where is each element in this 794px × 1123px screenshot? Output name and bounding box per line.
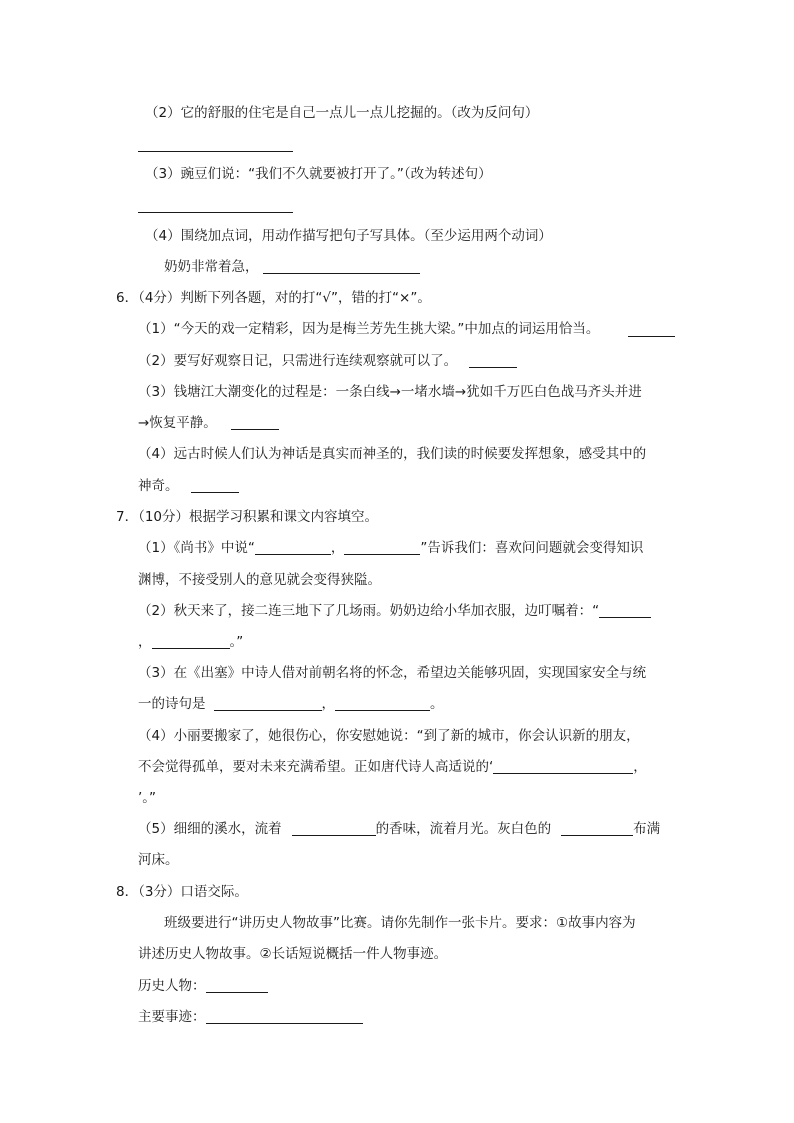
q7-item-1-pre: （1）《尚书》中说“ (138, 540, 255, 556)
q7-item-1-blank-2[interactable] (344, 540, 420, 555)
q7-item-1-line-2: 渊博，不接受别人的意见就会变得狭隘。 (138, 572, 381, 588)
q7-item-5-line-2: 河床。 (138, 852, 179, 868)
q6-item-4-blank[interactable] (191, 478, 239, 493)
q6-item-4-text: 神奇。 (138, 478, 179, 494)
q5-item-3-answer-line[interactable] (138, 212, 293, 213)
q7-item-3-blank-1[interactable] (214, 696, 322, 711)
q5-item-4-prompt: 奶奶非常着急， (164, 259, 259, 275)
q7-item-4-line-1: （4）小丽要搬家了，她很伤心，你安慰她说：“到了新的城市，你会认识新的朋友， (138, 728, 640, 744)
q7-item-4-blank[interactable] (493, 759, 633, 774)
q8-field-main-deeds (138, 1008, 363, 1026)
q7-item-2-blank-1[interactable] (599, 603, 651, 618)
q8-prompt-line-1: 班级要进行“讲历史人物故事”比赛。请你先制作一张卡片。要求：①故事内容为 (164, 915, 636, 931)
q7-item-2-text: （2）秋天来了，接二连三地下了几场雨。奶奶边给小华加衣服，边叮嘱着：“ (138, 603, 600, 619)
q8-prompt-line-2: 讲述历史人物故事。②长话短说概括一件人物事迹。 (138, 946, 448, 962)
q6-item-1: （1）“今天的戏一定精彩，因为是梅兰芳先生挑大梁。”中加点的词运用恰当。 (138, 321, 600, 337)
q5-item-2: （2）它的舒服的住宅是自己一点儿一点儿挖掘的。（改为反问句） (145, 105, 539, 121)
q7-item-1-post: ”告诉我们：喜欢问问题就会变得知识 (420, 540, 644, 556)
q8-field-historical-figure (138, 977, 268, 995)
q8-field-1-blank[interactable] (206, 978, 268, 993)
q6-item-2 (138, 352, 517, 370)
q8-field-1-label: 历史人物： (138, 978, 206, 994)
q6-item-3-line-2 (138, 414, 279, 432)
q7-item-3-end: 。 (430, 696, 444, 712)
q7-item-4-pre: 不会觉得孤单，要对未来充满希望。正如唐代诗人高适说的‘ (138, 759, 494, 775)
q7-item-4-line-2 (138, 758, 647, 776)
q8-header: 8．（3分）口语交际。 (116, 884, 248, 900)
q7-item-5-mid: 的香味，流着月光。灰白色的 (375, 821, 552, 837)
q7-item-1-line-1 (138, 539, 643, 557)
q6-item-3-text: →恢复平静。 (138, 415, 217, 431)
q7-item-5-blank-2[interactable] (561, 821, 633, 836)
q6-item-2-blank[interactable] (469, 353, 517, 368)
q7-item-4-comma: ， (633, 759, 647, 775)
q7-item-1-blank-1[interactable] (255, 540, 331, 555)
q8-field-2-label: 主要事迹： (138, 1009, 206, 1025)
q6-item-2-text: （2）要写好观察日记，只需进行连续观察就可以了。 (138, 353, 458, 369)
q5-item-3: （3）豌豆们说：“我们不久就要被打开了。”（改为转述句） (145, 166, 492, 182)
q7-item-3-pre: 一的诗句是 (138, 696, 206, 712)
q8-field-2-blank[interactable] (206, 1009, 363, 1024)
q5-item-4: （4）围绕加点词，用动作描写把句子写具体。（至少运用两个动词） (145, 228, 552, 244)
q6-item-1-blank[interactable] (628, 336, 675, 337)
q5-item-2-answer-line[interactable] (138, 151, 293, 152)
q7-item-4-line-3: ’。” (138, 790, 157, 806)
q7-item-2-comma: ， (138, 634, 152, 650)
q6-item-3-blank[interactable] (231, 415, 279, 430)
q7-item-1-comma: ， (330, 540, 345, 556)
q7-item-3-comma: ， (321, 696, 335, 712)
q7-item-5-blank-1[interactable] (292, 821, 376, 836)
q7-item-2-line-2 (138, 633, 243, 651)
q5-item-4-line (164, 258, 420, 276)
q7-item-5-pre: （5）细细的溪水，流着 (138, 821, 282, 837)
q7-item-2-line-1 (138, 602, 651, 620)
q6-item-4-line-1: （4）远古时候人们认为神话是真实而神圣的，我们读的时候要发挥想象，感受其中的 (138, 446, 647, 462)
q7-item-5-line-1 (138, 820, 660, 838)
q7-item-3-blank-2[interactable] (335, 696, 430, 711)
q5-item-4-blank[interactable] (263, 259, 420, 274)
q7-item-5-post: 布满 (633, 821, 661, 837)
q7-item-2-end: 。” (229, 634, 244, 650)
q6-item-3-line-1: （3）钱塘江大潮变化的过程是：一条白线→一堵水墙→犹如千万匹白色战马齐头并进 (138, 384, 642, 400)
q7-item-3-line-1: （3）在《出塞》中诗人借对前朝名将的怀念，希望边关能够巩固，实现国家安全与统 (138, 665, 647, 681)
q7-item-2-blank-2[interactable] (152, 634, 230, 649)
q6-header: 6．（4分）判断下列各题，对的打“√”，错的打“×”。 (116, 290, 431, 306)
q7-item-3-line-2 (138, 695, 444, 713)
q6-item-4-line-2 (138, 477, 239, 495)
q7-header: 7．（10分）根据学习积累和课文内容填空。 (116, 509, 379, 525)
